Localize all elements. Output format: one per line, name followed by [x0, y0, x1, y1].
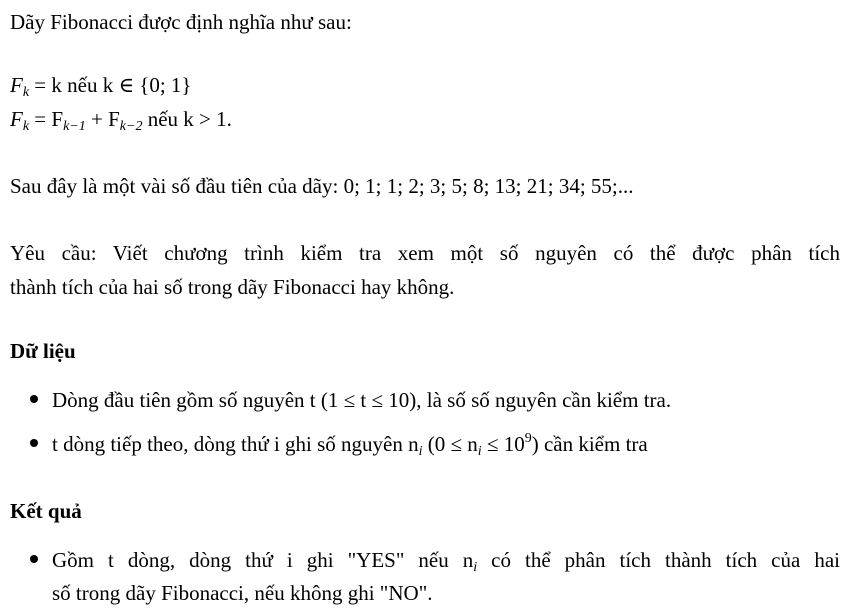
input-item-2-sub: i [418, 444, 423, 459]
input-item-2-mid: (0 ≤ n [422, 432, 478, 456]
intro-text: Dãy Fibonacci được định nghĩa như sau: [10, 10, 352, 34]
formula1-lhs: F [10, 73, 23, 97]
formula2-sub1: k−1 [63, 119, 86, 134]
formula1-rhs: = k nếu k ∈ {0; 1} [29, 73, 192, 97]
input-item-2-post: ) cần kiểm tra [531, 432, 648, 456]
formula-base-case [10, 73, 192, 100]
output-item-1-line-2: số trong dãy Fibonacci, nếu không ghi "NO". [52, 581, 433, 605]
request-line-1: Yêu cầu: Viết chương trình kiểm tra xem một số nguyên có thể được phân tích [10, 241, 840, 265]
input-item-2-mid2: ≤ 10 [481, 432, 525, 456]
formula-recurrence [10, 107, 232, 134]
input-item-2-sub2: i [477, 444, 482, 459]
output-item-1-sub: i [473, 560, 478, 575]
input-item-2 [52, 431, 648, 459]
input-heading: Dữ liệu [10, 339, 76, 363]
output-item-1-line-1 [52, 548, 840, 575]
formula1-sub: k [22, 85, 30, 100]
formula2-lhs: F [10, 107, 23, 131]
sequence-text: Sau đây là một vài số đầu tiên của dãy: 0; 1; 1; 2; 3; 5; 8; 13; 21; 34; 55;... [10, 174, 634, 198]
bullet-icon [29, 394, 41, 406]
formula2-sub: k [22, 119, 30, 134]
formula2-tail: nếu k > 1. [142, 107, 232, 131]
formula2-plus: + F [85, 107, 120, 131]
formula2-sub2: k−2 [119, 119, 143, 134]
bullet-icon [29, 438, 41, 450]
output-item-1-pre: Gồm t dòng, dòng thứ i ghi "YES" nếu n [52, 548, 474, 572]
output-item-1-post: có thể phân tích thành tích của hai [477, 548, 840, 572]
request-line-2: thành tích của hai số trong dãy Fibonacci hay không. [10, 275, 455, 299]
bullet-icon [29, 554, 41, 566]
output-heading: Kết quả [10, 499, 82, 523]
formula2-eq: = F [29, 107, 64, 131]
input-item-2-pre: t dòng tiếp theo, dòng thứ i ghi số nguyên n [52, 432, 419, 456]
input-item-2-sup: 9 [524, 431, 532, 446]
input-item-1: Dòng đầu tiên gồm số nguyên t (1 ≤ t ≤ 10), là số số nguyên cần kiểm tra. [52, 388, 672, 412]
